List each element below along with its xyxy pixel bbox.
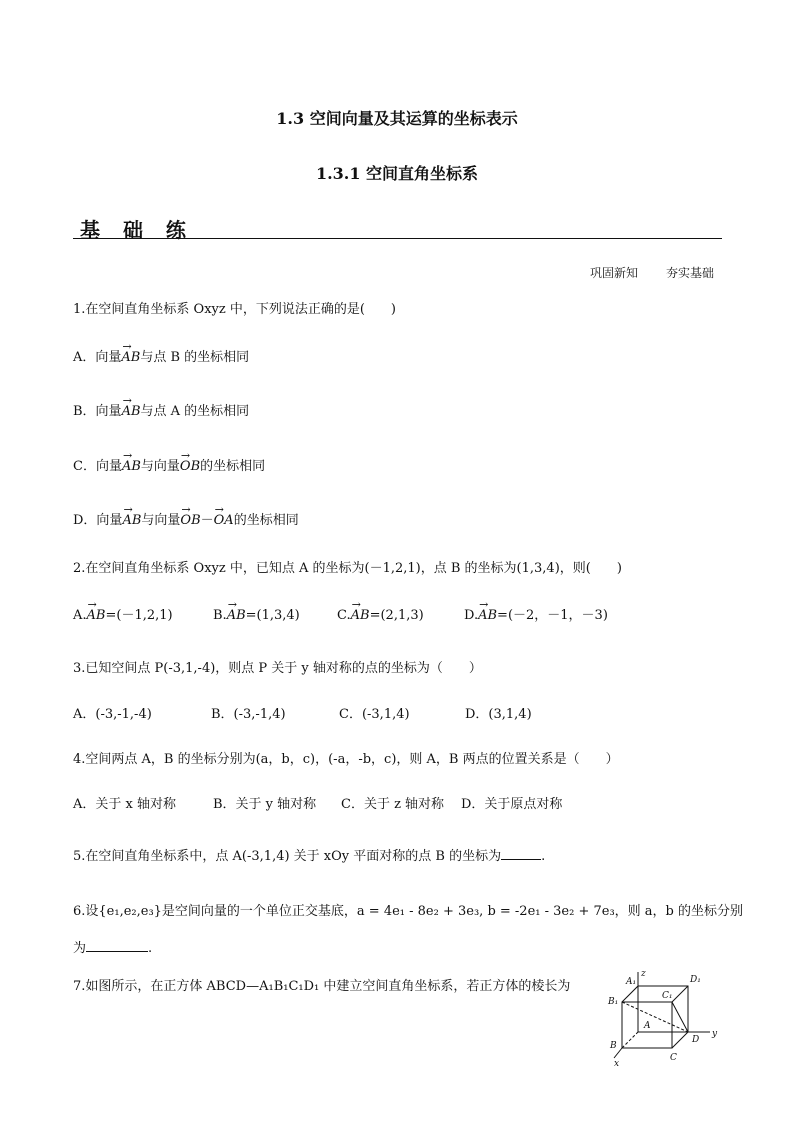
question-3-option-c: C．(-3,1,4) (339, 707, 410, 722)
vector-ab: → AB (478, 608, 497, 623)
vector-ab: → AB (122, 459, 141, 474)
vector-ab: → AB (87, 608, 106, 623)
question-5-stem: 5.在空间直角坐标系中，点 A(-3,1,4) 关于 xOy 平面对称的点 B 的坐标为 (73, 849, 502, 864)
question-2-options (73, 604, 608, 623)
label-b: B (610, 1041, 617, 1051)
option-text: 与点 B 的坐标相同 (140, 350, 250, 365)
label-x: x (614, 1059, 620, 1068)
question-2-option-d (464, 604, 608, 623)
vector-ab: → AB (122, 513, 141, 528)
question-2-option-c (337, 608, 464, 623)
option-value: =(2,1,3) (369, 608, 424, 623)
question-4-option-c: C．关于 z 轴对称 (341, 797, 445, 812)
option-prefix: B. (213, 608, 227, 623)
vector-ab: → AB (121, 350, 140, 365)
cube-edge (672, 986, 688, 1002)
question-6-prefix: 为 (73, 941, 87, 956)
section-heading: 基 础 练 (80, 218, 194, 242)
label-c: C (670, 1053, 677, 1063)
question-5 (73, 845, 545, 864)
option-prefix: A. (73, 608, 87, 623)
option-text: 与向量 (140, 459, 180, 474)
question-1-option-a (73, 346, 249, 365)
page-title: 1.3 空间向量及其运算的坐标表示 (276, 109, 518, 128)
label-d: D (692, 1035, 700, 1045)
option-prefix: C．向量 (73, 459, 122, 474)
question-2-option-a (73, 604, 213, 623)
question-5-end: . (541, 849, 546, 864)
vector-ab: → AB (227, 608, 246, 623)
option-text: 与点 A 的坐标相同 (140, 404, 250, 419)
question-3-option-a: A．(-3,-1,-4) (73, 707, 152, 722)
option-value: =(1,3,4) (245, 608, 300, 623)
label-a1: A₁ (626, 977, 637, 987)
question-6-line-2 (73, 937, 152, 956)
question-6-line-1: 6.设{e₁,e₂,e₃}是空间向量的一个单位正交基底，a = 4e₁ - 8e₂ + 3e₃, b = -2e₁ - 3e₂ + 7e₃，则 a，b 的坐标分别 (73, 904, 743, 919)
label-a: A (644, 1021, 651, 1031)
question-1-option-b (73, 400, 249, 419)
cube-edge-hidden (622, 1032, 638, 1048)
tagline-left: 巩固新知 (590, 266, 639, 280)
section-tagline (590, 264, 714, 281)
section-divider (73, 238, 722, 239)
question-3-option-b: B．(-3,-1,4) (211, 707, 286, 722)
label-y: y (712, 1029, 718, 1039)
vector-oa: → OA (214, 513, 234, 528)
label-c1: C₁ (662, 991, 673, 1001)
cube-diagonal (622, 1002, 688, 1032)
question-6-end: . (148, 941, 153, 956)
option-text-end: 的坐标相同 (200, 459, 266, 474)
question-4-option-b: B．关于 y 轴对称 (213, 797, 317, 812)
option-text-end: 的坐标相同 (233, 513, 299, 528)
question-3-options (73, 703, 532, 722)
question-4-option-a: A．关于 x 轴对称 (73, 797, 176, 812)
answer-blank[interactable] (86, 939, 148, 952)
vector-ob: → OB (180, 459, 200, 474)
option-value: =(－1,2,1) (105, 608, 173, 623)
vector-ab: → AB (351, 608, 370, 623)
question-1-stem: 1.在空间直角坐标系 Oxyz 中，下列说法正确的是( ) (73, 302, 396, 317)
question-4-options (73, 793, 562, 812)
option-prefix: D. (464, 608, 479, 623)
question-2-stem: 2.在空间直角坐标系 Oxyz 中，已知点 A 的坐标为(－1,2,1)，点 B 的坐标为(1,3,4)，则( ) (73, 561, 622, 576)
cube-edge (672, 1032, 688, 1048)
vector-ob: → OB (180, 513, 200, 528)
question-3-option-d: D．(3,1,4) (465, 707, 532, 722)
option-prefix: D．向量 (73, 513, 123, 528)
tagline-right: 夯实基础 (666, 266, 715, 280)
minus-sign: － (200, 513, 214, 528)
cube-diagram (604, 968, 726, 1068)
cube-edge (622, 986, 638, 1002)
option-prefix: B．向量 (73, 404, 122, 419)
question-4-option-d: D．关于原点对称 (461, 797, 563, 812)
option-prefix: C. (337, 608, 351, 623)
label-b1: B₁ (608, 997, 619, 1007)
cube-diagonal (672, 1002, 688, 1032)
question-1-option-c (73, 455, 265, 474)
vector-ab: → AB (122, 404, 141, 419)
question-1-option-d (73, 509, 299, 528)
label-z: z (641, 969, 646, 979)
question-3-stem: 3.已知空间点 P(-3,1,-4)，则点 P 关于 y 轴对称的点的坐标为（ ） (73, 661, 482, 676)
question-2-option-b (213, 608, 337, 623)
label-d1: D₁ (690, 975, 701, 985)
option-text: 与向量 (141, 513, 181, 528)
option-value: =(－2，－1，－3) (497, 608, 608, 623)
option-prefix: A．向量 (73, 350, 122, 365)
answer-blank[interactable] (501, 847, 541, 860)
question-7-stem: 7.如图所示，在正方体 ABCD—A₁B₁C₁D₁ 中建立空间直角坐标系，若正方体的棱长为 (73, 979, 571, 994)
question-4-stem: 4.空间两点 A，B 的坐标分别为(a，b，c)，(-a，-b，c)，则 A，B 两点的位置关系是（ ） (73, 752, 619, 767)
page-subtitle: 1.3.1 空间直角坐标系 (315, 164, 479, 183)
